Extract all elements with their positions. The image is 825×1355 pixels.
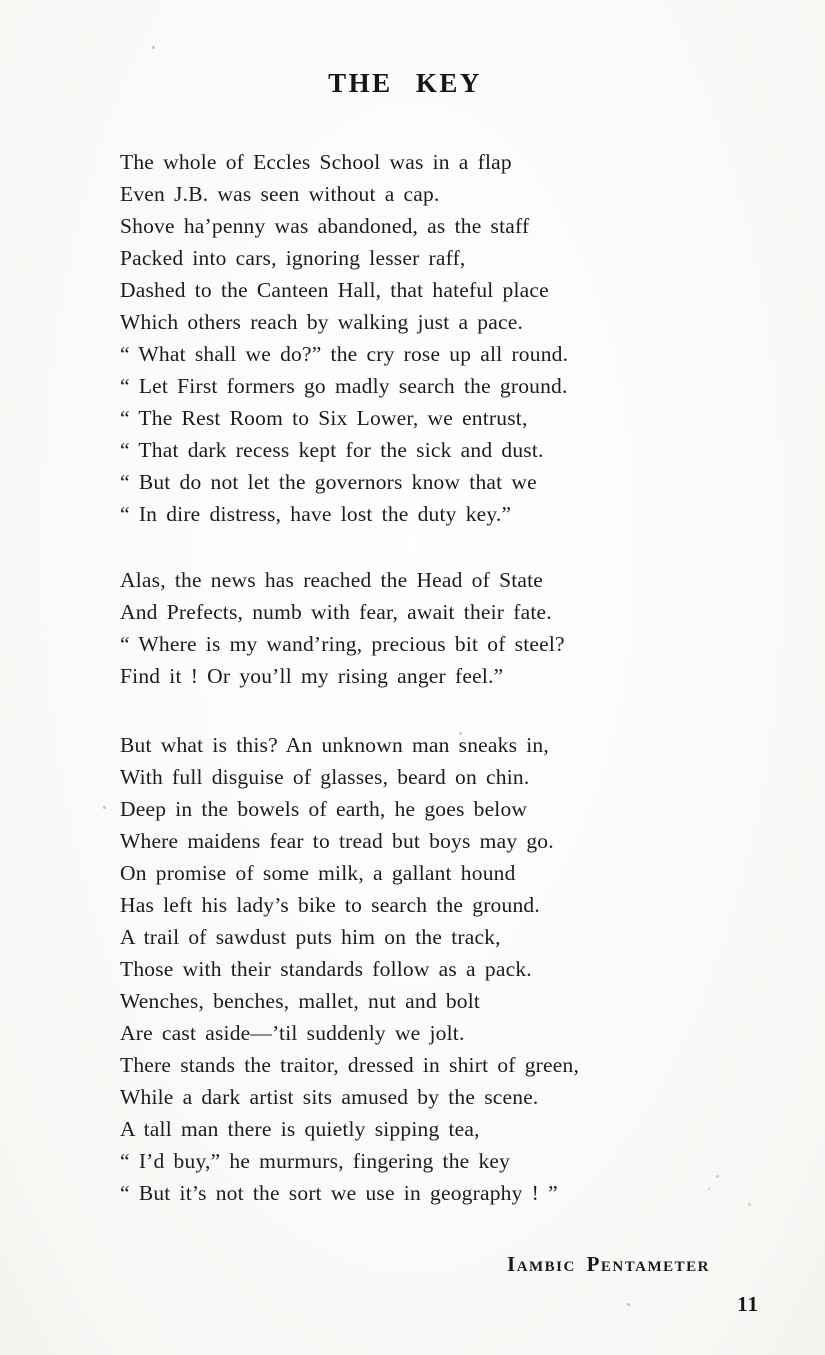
poem-line: A trail of sawdust puts him on the track, [120, 925, 501, 949]
poem-line: Even J.B. was seen without a cap. [120, 182, 440, 206]
scan-speck [748, 1203, 751, 1206]
poem-line: “ Where is my wand’ring, precious bit of steel? [120, 632, 565, 656]
poem-line: Are cast aside—’til suddenly we jolt. [120, 1021, 465, 1045]
poem-line: “ What shall we do?” the cry rose up all round. [120, 342, 569, 366]
poem-line: On promise of some milk, a gallant hound [120, 861, 516, 885]
poem-line: Deep in the bowels of earth, he goes below [120, 797, 528, 821]
poem-stanza-2 [120, 564, 720, 692]
poem-line: And Prefects, numb with fear, await their fate. [120, 600, 552, 624]
poem-line: Shove ha’penny was abandoned, as the staff [120, 214, 530, 238]
poem-line: Alas, the news has reached the Head of State [120, 568, 544, 592]
poem-line: “ Let First formers go madly search the ground. [120, 374, 568, 398]
poem-line: “ But do not let the governors know that we [120, 470, 537, 494]
poem-line: Wenches, benches, mallet, nut and bolt [120, 989, 481, 1013]
poem-line: “ The Rest Room to Six Lower, we entrust, [120, 406, 528, 430]
poem-line: Dashed to the Canteen Hall, that hateful place [120, 278, 549, 302]
poem-line: Find it ! Or you’ll my rising anger feel.” [120, 664, 504, 688]
poem-line: Those with their standards follow as a pack. [120, 957, 532, 981]
poem-line: The whole of Eccles School was in a flap [120, 150, 512, 174]
poem-line: “ But it’s not the sort we use in geography ! ” [120, 1181, 558, 1205]
scan-speck [716, 1175, 719, 1178]
poem-line: Packed into cars, ignoring lesser raff, [120, 246, 466, 270]
scan-speck [708, 1188, 710, 1190]
page-number: 11 [737, 1292, 759, 1316]
poem-line: “ I’d buy,” he murmurs, fingering the key [120, 1149, 511, 1173]
author-attribution: Iambic Pentameter [507, 1252, 710, 1276]
poem-stanza-3 [120, 729, 720, 1209]
poem-line: Which others reach by walking just a pace. [120, 310, 524, 334]
scan-speck [627, 1303, 630, 1306]
scan-speck [152, 46, 155, 49]
poem-line: While a dark artist sits amused by the scene. [120, 1085, 539, 1109]
poem-line: Has left his lady’s bike to search the ground. [120, 893, 540, 917]
poem-line: With full disguise of glasses, beard on chin. [120, 765, 530, 789]
poem-line: “ That dark recess kept for the sick and dust. [120, 438, 544, 462]
poem-line: “ In dire distress, have lost the duty key.” [120, 502, 512, 526]
poem-line: But what is this? An unknown man sneaks in, [120, 733, 549, 757]
scan-speck [103, 806, 106, 809]
scan-speck [459, 732, 462, 735]
poem-line: Where maidens fear to tread but boys may go. [120, 829, 554, 853]
poem-stanza-1 [120, 146, 720, 530]
poem-line: A tall man there is quietly sipping tea, [120, 1117, 480, 1141]
poem-line: There stands the traitor, dressed in shirt of green, [120, 1053, 580, 1077]
poem-title: THE KEY [328, 68, 482, 99]
